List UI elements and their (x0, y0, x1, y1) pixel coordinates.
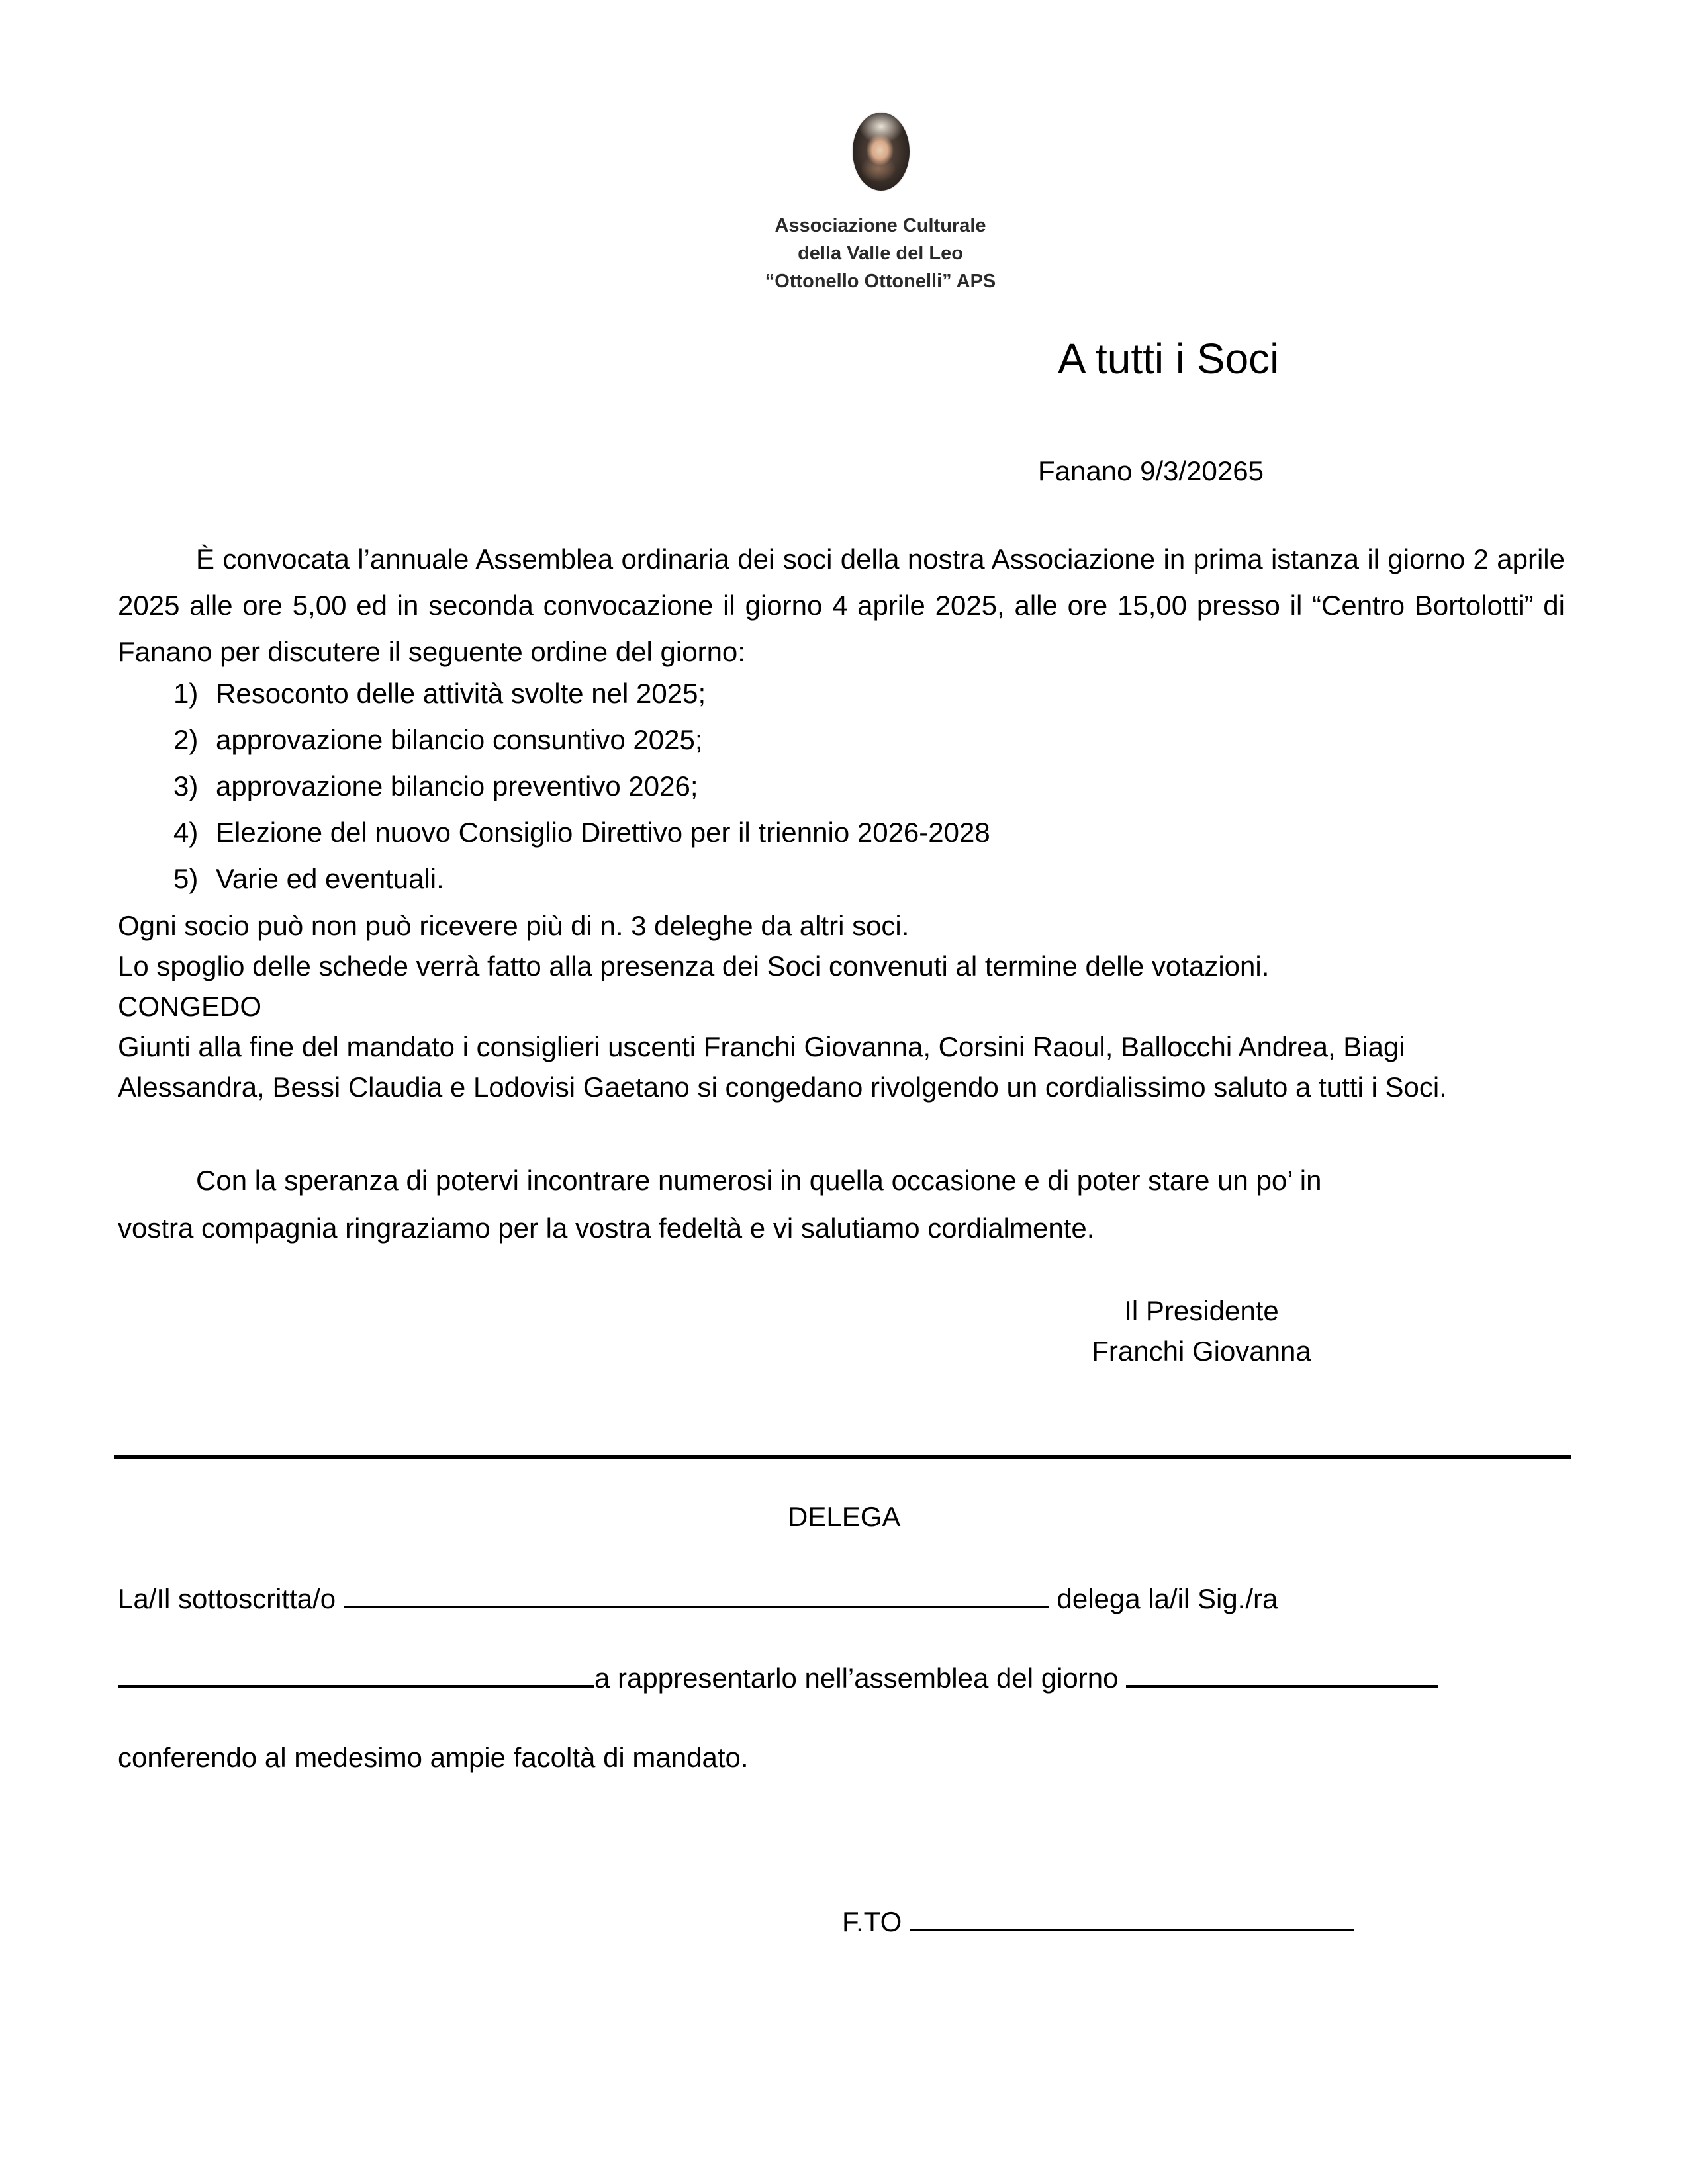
notes-block (118, 905, 1574, 1107)
delega-line-3: conferendo al medesimo ampie facoltà di mandato. (118, 1742, 749, 1773)
agenda-item: 1) Resoconto delle attività svolte nel 2025; (173, 678, 706, 709)
agenda-list (173, 670, 990, 902)
signature-field[interactable] (910, 1905, 1354, 1931)
agenda-item: 3) approvazione bilancio preventivo 2026; (173, 770, 698, 801)
delega-line-2 (118, 1661, 1438, 1694)
closing-line-2: vostra compagnia ringraziamo per la vostra fedeltà e vi salutiamo cordialmente. (118, 1212, 1095, 1244)
counting-note: Lo spoglio delle schede verrà fatto alla presenza dei Soci convenuti al termine delle votazioni. (118, 950, 1270, 981)
org-line-1: Associazione Culturale (774, 215, 986, 236)
agenda-item: 4) Elezione del nuovo Consiglio Direttivo per il triennio 2026-2028 (173, 817, 990, 848)
agenda-item: 5) Varie ed eventuali. (173, 863, 444, 894)
recipient-heading: A tutti i Soci (1058, 335, 1280, 383)
section-divider (114, 1455, 1571, 1459)
agenda-item: 2) approvazione bilancio consuntivo 2025; (173, 724, 703, 755)
delega-title: DELEGA (788, 1501, 901, 1532)
closing-paragraph (118, 1157, 1574, 1252)
fto-label: F.TO (842, 1906, 902, 1937)
signature-line (842, 1905, 1354, 1938)
organization-name (688, 212, 1072, 295)
delegate-name-field[interactable] (118, 1661, 594, 1688)
undersigned-label: La/Il sottoscritta/o (118, 1583, 336, 1614)
delegations-note: Ogni socio può non può ricevere più di n. 3 deleghe da altri soci. (118, 910, 910, 941)
congedo-line-1: Giunti alla fine del mandato i consiglieri uscenti Franchi Giovanna, Corsini Raoul, Ballocchi Andrea, Biagi (118, 1031, 1405, 1062)
intro-paragraph-text: È convocata l’annuale Assemblea ordinaria dei soci della nostra Associazione in prima istanza il giorno 2 aprile 2025 alle ore 5,00 ed in seconda convocazione il giorno 4 aprile 2025, alle ore 15,00 presso il “Centro Bortolotti” di Fanano per discutere il seguente ordine del giorno: (118, 543, 1565, 667)
congedo-line-2: Alessandra, Bessi Claudia e Lodovisi Gaetano si congedano rivolgendo un cordialissimo saluto a tutti i Soci. (118, 1071, 1447, 1103)
org-line-3: “Ottonello Ottonelli” APS (765, 271, 996, 292)
portrait-medallion-icon (853, 113, 910, 191)
congedo-heading: CONGEDO (118, 991, 262, 1022)
delega-line-1 (118, 1582, 1278, 1615)
signature-name: Franchi Giovanna (1092, 1336, 1311, 1367)
intro-paragraph (118, 536, 1565, 675)
delegate-label: delega la/il Sig./ra (1056, 1583, 1278, 1614)
org-line-2: della Valle del Leo (798, 243, 963, 264)
signature-role: Il Presidente (1124, 1295, 1279, 1326)
represent-label: a rappresentarlo nell’assemblea del giorno (594, 1662, 1119, 1694)
assembly-date-field[interactable] (1126, 1661, 1438, 1688)
place-date: Fanano 9/3/20265 (1038, 455, 1264, 486)
closing-line-1: Con la speranza di potervi incontrare numerosi in quella occasione e di poter stare un po’ in (196, 1165, 1322, 1196)
undersigned-name-field[interactable] (344, 1582, 1049, 1608)
president-signature (1033, 1291, 1370, 1371)
